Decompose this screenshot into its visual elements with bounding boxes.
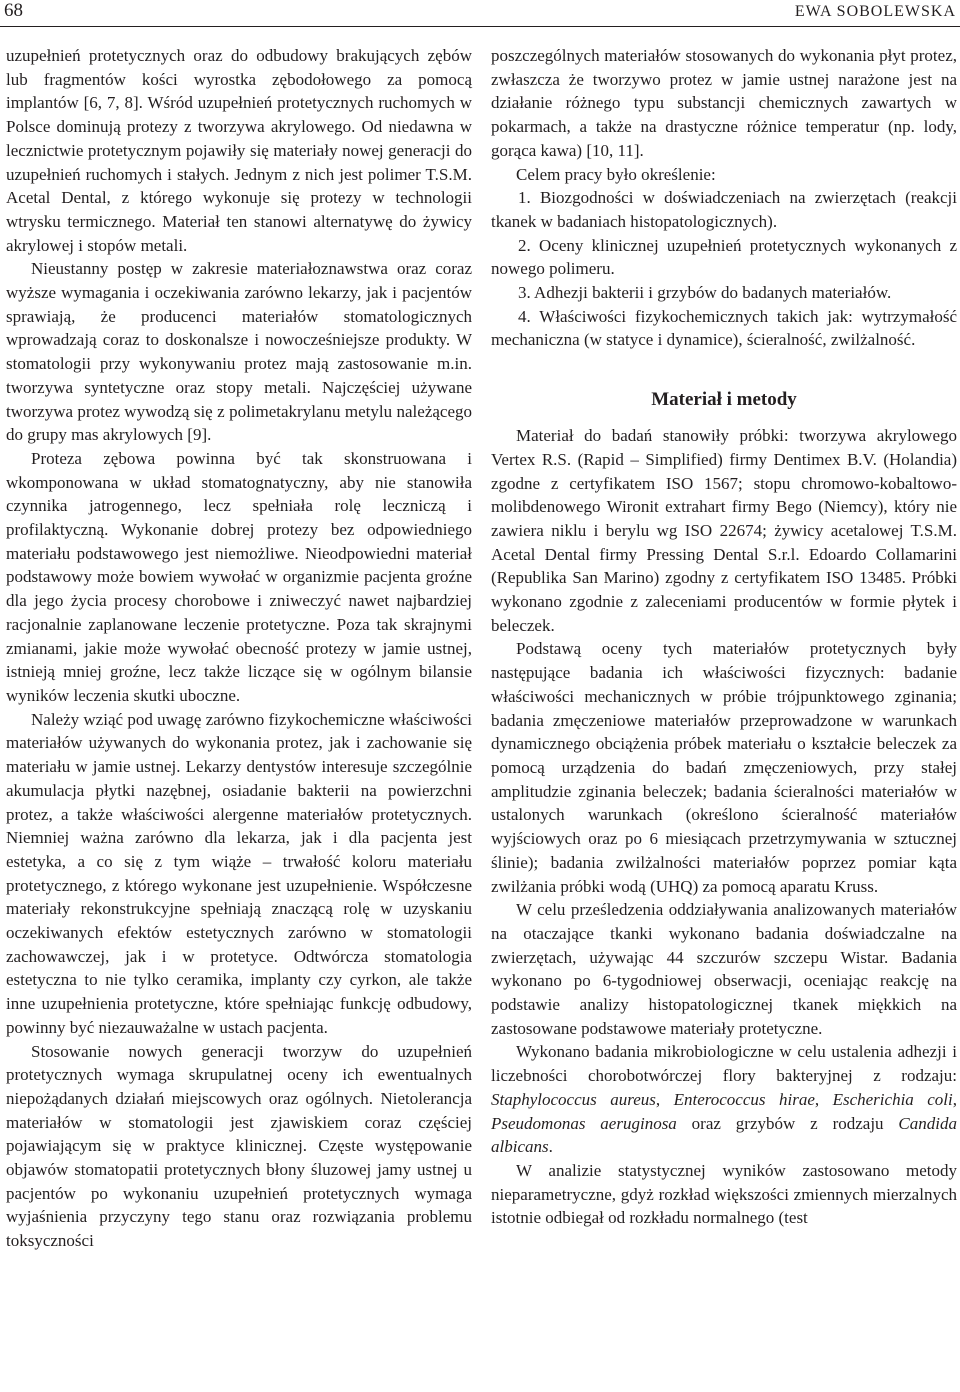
text-run: , xyxy=(655,1089,674,1109)
paragraph: Nieustanny postęp w zakresie materiałoznawstwa oraz coraz wyższe wymagania i oczekiwania zarówno lekarzy, jak i pacjentów sprawiają, że producenci materiałów stomatologicznych wprowadzają coraz to doskonalsze i nowocześniejsze produkty. W stomatologii przy wykonywaniu protez mają zastosowanie m.in. tworzywa syntetyczne oraz stopy metali. Najczęściej używane tworzywa protez wywodzą się z polimetakrylanu metylu należącego do grupy mas akrylowych [9]. xyxy=(6,259,472,445)
header-rule xyxy=(0,26,960,27)
species-name: Enterococcus hirae xyxy=(673,1089,815,1109)
aim-item: 3. Adhezji bakterii i grzybów do badanych materiałów. xyxy=(518,283,892,303)
paragraph: uzupełnień protetycznych oraz do odbudowy brakujących zębów lub fragmentów kości wyrostka zębodołowego za pomocą implantów [6, 7, 8]. Wśród uzupełnień protetycznych ruchomych w Polsce dominują protezy z tworzywa akrylowego. Od niedawna w lecznictwie protetycznym pojawiły się materiały nowej generacji do uzupełnień ruchomych i stałych. Jednym z nich jest polimer T.S.M. Acetal Dental, z którego wykonuje się protezy w technologii wtrysku termicznego. Materiał ten stanowi alternatywę do żywicy akrylowej i stopów metali. xyxy=(6,46,472,255)
paragraph: Należy wziąć pod uwagę zarówno fizykochemiczne właściwości materiałów używanych do wykonania protez, jak i zachowanie się materiału w jamie ustnej. Lekarzy dentystów interesuje szczególnie akumulacja płytki nazębnej, osiadanie bakterii na powierzchni protez, a także właściwości alergenne materiałów protetycznych. Niemniej ważna zarówno dla lekarza, jak i dla pacjenta jest estetyka, a co się z tym wiąże – trwałość koloru materiału protetycznego, z którego wykonane jest uzupełnienie. Współczesne materiały rekonstrukcyjne spełniają znaczącą rolę w uzyskaniu oczekiwanych efektów estetycznych zarówno w stomatologii zachowawczej, jak i w protetyce. Odtwórcza stomatologia estetyczna to nie tylko ceramika, implanty czy cyrkon, ale także inne uzupełnienia protetyczne, które spełniając funkcję odbudowy, powinny być niezauważalne w ustach pacjenta. xyxy=(6,709,472,1037)
page-header xyxy=(0,0,960,30)
text-run: . xyxy=(548,1137,553,1157)
paragraph: W celu prześledzenia oddziaływania analizowanych materiałów na otaczające tkanki wykonano badania doświadczalne na zwierzętach, używając 44 szczurów szczepu Wistar. Badania wykonano po 6-tygodniowej obserwacji, oceniając reakcję na podstawie analizy histopatologicznej tkanek miękkich na zastosowane podstawowe materiały protetyczne. xyxy=(491,900,957,1038)
species-name: Staphylococcus aureus xyxy=(491,1089,656,1109)
section-spacer xyxy=(491,352,957,388)
paragraph: Podstawą oceny tych materiałów protetycznych były następujące badania ich właściwości fizycznych: badanie właściwości mechanicznych w próbie trójpunktowego zginania; badania zmęczeniowe materiałów przeprowadzone w warunkach dynamicznego obciążenia próbek materiału o kształcie beleczek za pomocą urządzenia do badań zmęczeniowych, przy stałej amplitudzie zginania beleczek; badania ścieralności materiałów w ustalonych warunkach (określono ścieralność materiałów wyjściowych oraz po 6 miesiącach przetrzymywania w sztucznej ślinie); badania zwilżalności materiałów poprzez pomiar kąta zwilżania próbki wodą (UHQ) za pomocą aparatu Kruss. xyxy=(491,639,957,896)
species-name: Candida albicans xyxy=(491,1113,957,1157)
section-heading: Materiał i metody xyxy=(651,389,797,411)
aim-item: 4. Właściwości fizykochemicznych takich jak: wytrzymałość mechaniczna (w statyce i dynamice), ścieralność, zwilżalność. xyxy=(491,306,957,350)
paragraph: W analizie statystycznej wyników zastosowano metody nieparametryczne, gdyż rozkład większości zmiennych mierzalnych istotnie odbiegał od rozkładu normalnego (test xyxy=(491,1160,957,1228)
section-spacer xyxy=(491,412,957,424)
species-name: Escherichia coli xyxy=(832,1089,953,1109)
running-head-author: EWA SOBOLEWSKA xyxy=(794,3,956,20)
paragraph: Proteza zębowa powinna być tak skonstruowana i wkomponowana w układ stomatognatyczny, aby nie stanowiła czynnika jatrogennego, lecz spełniała rolę leczniczą i profilaktyczną. Wykonanie dobrej protezy bez odpowiedniego materiału podstawowego jest niemożliwe. Nieodpowiedni materiał podstawowy może bowiem wywołać w organizmie pacjenta groźne dla jego życia procesy chorobowe i zniweczyć nawet najbardziej racjonalnie zaplanowane leczenie protetyczne. Poza tak skrajnymi zmianami, jakie może wywołać obecność protezy w jamie ustnej, istnieją mniej groźne, lecz także liczące się w ogólnym bilansie wyników leczenia skutki uboczne. xyxy=(6,448,472,705)
aims-intro: Celem pracy było określenie: xyxy=(516,164,716,184)
paragraph: poszczególnych materiałów stosowanych do wykonania płyt protez, zwłaszcza że tworzywo protez w jamie ustnej narażone jest na działanie różnego typu substancji chemicznych zawartych w pokarmach, a także na drastyczne różnice temperatur (np. lody, gorąca kawa) [10, 11]. xyxy=(491,46,957,160)
paragraph: Materiał do badań stanowiły próbki: tworzywa akrylowego Vertex R.S. (Rapid – Simplified) firmy Dentimex B.V. (Holandia) zgodne z certyfikatem ISO 1567; stopu chromowo-kobaltowo-molibdenowego Wironit extrahart firmy Bego (Niemcy), który nie zawiera niklu i berylu wg ISO 22674; żywicy acetalowej T.S.M. Acetal Dental firmy Pressing Dental S.r.l. Edoardo Collamarini (Republika San Marino) zgodny z certyfikatem ISO 13485. Próbki wykonano zgodnie z zaleceniami producentów w formie płytek i beleczek. xyxy=(491,426,957,635)
right-column xyxy=(491,44,957,1230)
text-run: , xyxy=(814,1089,833,1109)
paragraph: Stosowanie nowych generacji tworzyw do uzupełnień protetycznych wymaga skrupulatnej oceny ich ewentualnych niepożądanych działań miejscowych oraz ogólnych. Nietolerancja materiałów w stomatologii jest zjawiskiem coraz częściej pojawiającym się w praktyce klinicznej. Częste występowanie objawów stomatopatii protetycznych błony śluzowej jamy ustnej u pacjentów po wykonaniu uzupełnień protetycznych wymaga wyjaśnienia przyczyny tego stanu oraz rozwiązania problemu toksyczności xyxy=(6,1041,472,1251)
text-run: Wykonano badania mikrobiologiczne w celu ustalenia adhezji i liczebności chorobotwórczej flory bakteryjnej z rodzaju: xyxy=(491,1042,957,1086)
page-number: 68 xyxy=(4,0,23,21)
text-run: , xyxy=(952,1089,958,1109)
aim-item: 1. Biozgodności w doświadczeniach na zwierzętach (reakcji tkanek w badaniach histopatologicznych). xyxy=(491,188,957,231)
aim-item: 2. Oceny klinicznej uzupełnień protetycznych wykonanych z nowego polimeru. xyxy=(491,235,957,279)
species-name: Pseudomonas aeruginosa xyxy=(491,1113,677,1133)
text-run: oraz grzybów z rodzaju xyxy=(676,1113,899,1133)
paragraph xyxy=(491,1040,957,1159)
left-column xyxy=(6,44,472,1253)
